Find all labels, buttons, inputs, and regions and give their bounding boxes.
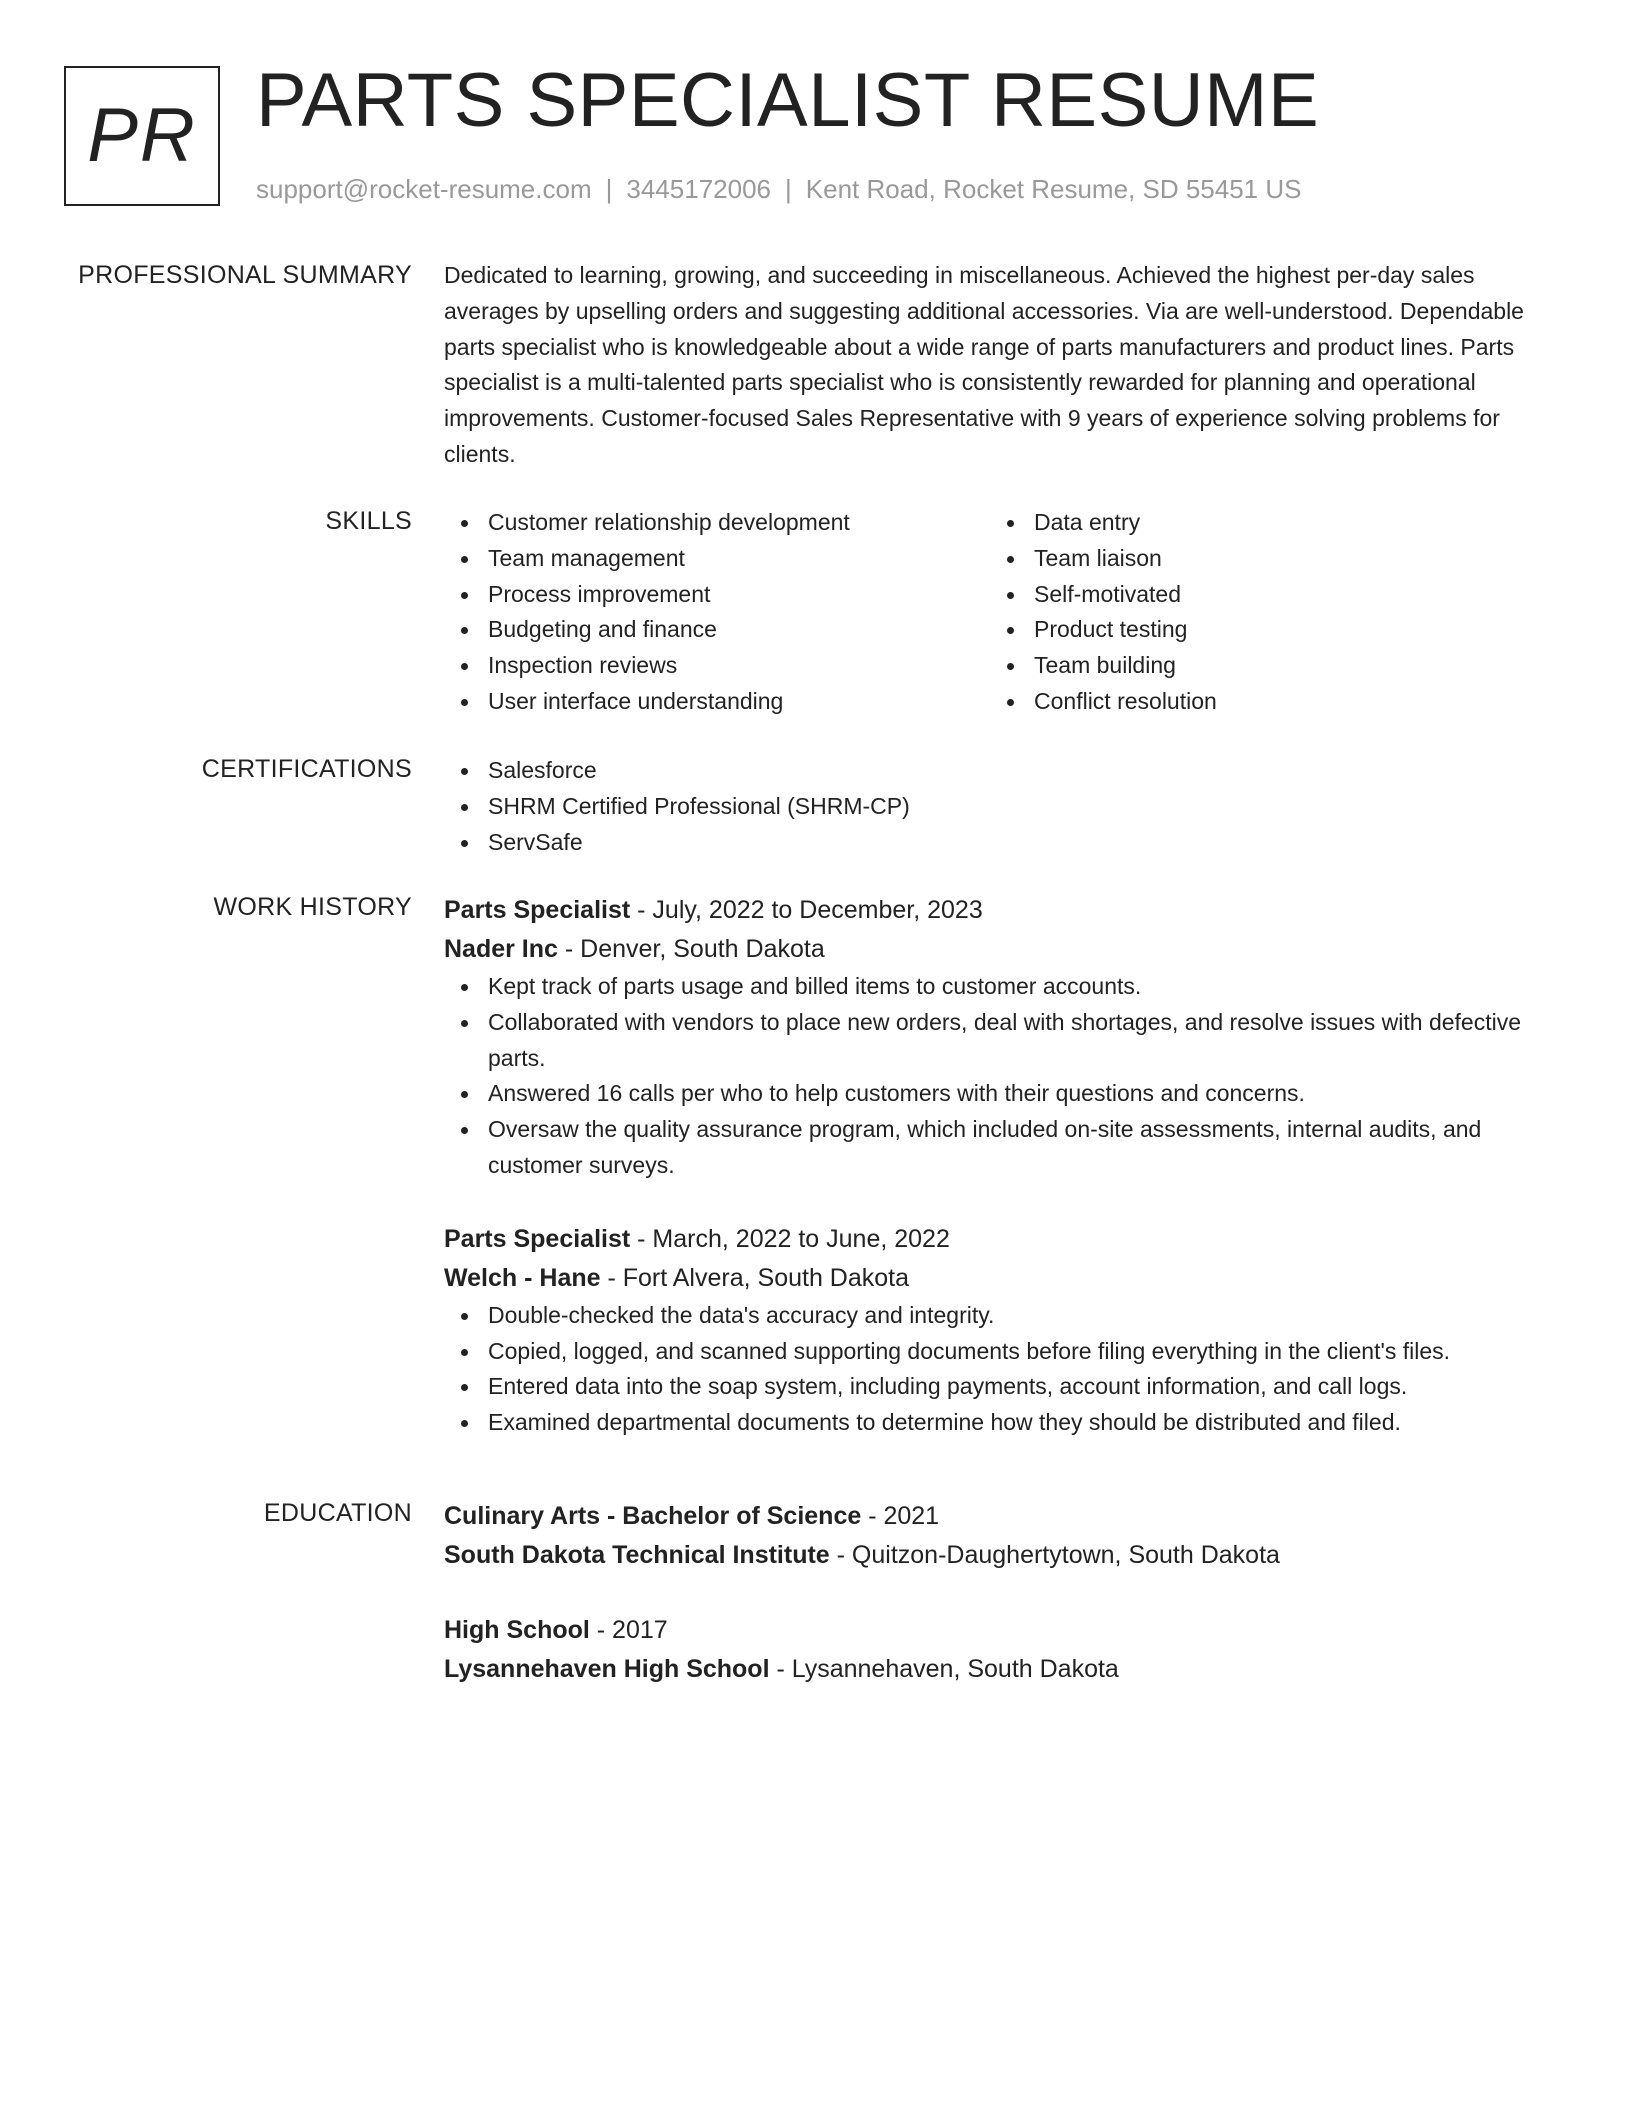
job-title-line	[444, 891, 1559, 930]
job-duty: Entered data into the soap system, including payments, account information, and call logs.	[444, 1369, 1559, 1405]
education-degree-line	[444, 1611, 1559, 1650]
skill-item: Self-motivated	[990, 577, 1536, 613]
resume-title: PARTS SPECIALIST RESUME	[256, 58, 1320, 143]
skill-item: Data entry	[990, 505, 1536, 541]
education-degree: High School	[444, 1616, 590, 1644]
job-duties-list	[444, 969, 1559, 1184]
education-degree-line	[444, 1497, 1559, 1536]
contact-address: Kent Road, Rocket Resume, SD 55451 US	[805, 174, 1302, 204]
section-label-education: EDUCATION	[263, 1499, 412, 1527]
job-entry	[444, 1220, 1559, 1441]
education-degree: Culinary Arts - Bachelor of Science	[444, 1502, 862, 1530]
skills-list-right	[990, 505, 1536, 720]
job-title-line	[444, 1220, 1559, 1259]
education-school-line	[444, 1650, 1559, 1689]
skill-item: Team liaison	[990, 541, 1536, 577]
job-duty: Examined departmental documents to determine how they should be distributed and filed.	[444, 1405, 1559, 1441]
education-entry	[444, 1611, 1559, 1689]
job-duty: Oversaw the quality assurance program, which included on-site assessments, internal audits, and customer surveys.	[444, 1112, 1559, 1184]
contact-separator: |	[785, 174, 792, 204]
job-duty: Double-checked the data's accuracy and integrity.	[444, 1298, 1559, 1334]
education-location: - Lysannehaven, South Dakota	[769, 1655, 1119, 1683]
section-label-work-history: WORK HISTORY	[213, 893, 412, 921]
section-label-certifications: CERTIFICATIONS	[201, 755, 412, 783]
skill-item: Team building	[990, 648, 1536, 684]
job-company: Nader Inc	[444, 935, 558, 963]
job-duty: Collaborated with vendors to place new orders, deal with shortages, and resolve issues with defective parts.	[444, 1005, 1559, 1077]
summary-text: Dedicated to learning, growing, and succeeding in miscellaneous. Achieved the highest per-day sales averages by upselling orders and suggesting additional accessories. Via are well-understood. Dependable parts specialist who is knowledgeable about a wide range of parts manufacturers and product lines. Parts specialist is a multi-talented parts specialist who is consistently rewarded for planning and operational improvements. Customer-focused Sales Representative with 9 years of experience solving problems for clients.	[444, 262, 1524, 467]
skill-item: Team management	[444, 541, 990, 577]
job-company: Welch - Hane	[444, 1263, 601, 1292]
contact-email: support@rocket-resume.com	[256, 174, 592, 204]
job-dates: - March, 2022 to June, 2022	[630, 1224, 950, 1253]
skill-item: Product testing	[990, 612, 1536, 648]
education-year: - 2017	[589, 1616, 668, 1644]
job-title: Parts Specialist	[444, 896, 631, 924]
contact-phone: 3445172006	[626, 174, 771, 204]
job-dates: - July, 2022 to December, 2023	[630, 896, 983, 924]
section-label-summary: PROFESSIONAL SUMMARY	[78, 261, 412, 289]
skill-item: Customer relationship development	[444, 505, 990, 541]
education-school-line	[444, 1536, 1559, 1575]
job-title: Parts Specialist	[444, 1224, 631, 1253]
job-duties-list	[444, 1298, 1559, 1441]
job-duty: Kept track of parts usage and billed items to customer accounts.	[444, 969, 1559, 1005]
education-school: South Dakota Technical Institute	[444, 1541, 830, 1569]
certification-item: SHRM Certified Professional (SHRM-CP)	[444, 789, 1559, 825]
skill-item: Inspection reviews	[444, 648, 990, 684]
education-entry	[444, 1497, 1559, 1575]
monogram-box	[64, 66, 220, 206]
skill-item: Conflict resolution	[990, 684, 1536, 720]
certification-item: Salesforce	[444, 753, 1559, 789]
contact-line	[256, 173, 1301, 205]
skill-item: User interface understanding	[444, 684, 990, 720]
job-duty: Answered 16 calls per who to help customers with their questions and concerns.	[444, 1076, 1559, 1112]
monogram-initials: PR	[87, 93, 197, 178]
education-year: - 2021	[861, 1502, 940, 1530]
education-school: Lysannehaven High School	[444, 1655, 770, 1683]
job-location: - Denver, South Dakota	[557, 935, 825, 963]
job-company-line	[444, 1259, 1559, 1298]
job-duty: Copied, logged, and scanned supporting documents before filing everything in the client's files.	[444, 1334, 1559, 1370]
contact-separator: |	[605, 174, 613, 204]
education-location: - Quitzon-Daughertytown, South Dakota	[829, 1541, 1280, 1569]
job-location: - Fort Alvera, South Dakota	[600, 1263, 910, 1292]
skill-item: Budgeting and finance	[444, 612, 990, 648]
skill-item: Process improvement	[444, 577, 990, 613]
skills-list-left	[444, 505, 990, 720]
certification-item: ServSafe	[444, 825, 1559, 861]
job-entry	[444, 891, 1559, 1184]
certifications-list	[444, 753, 1559, 860]
section-label-skills: SKILLS	[325, 507, 412, 535]
job-company-line	[444, 930, 1559, 969]
